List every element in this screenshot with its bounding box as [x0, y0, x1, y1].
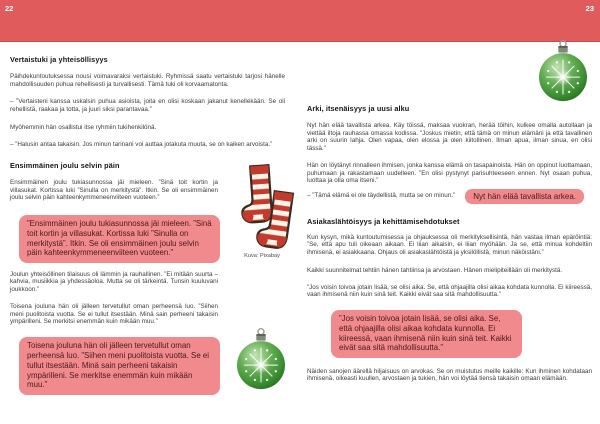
christmas-bauble-image-top	[536, 39, 590, 103]
quote-paragraph: – ”Vertaisteni kanssa uskalsin puhua asioista, joita en olisi koskaan jakanut kenellekään. Se oli rehellistä, raakaa ja totta, ja juuri siksi parantavaa.”	[10, 98, 285, 113]
paragraph: Kaikki suunnitelmat tehtiin hänen tahtiinsa ja arvostaen. Hänen mielipiteillään oli merkitystä.	[307, 267, 563, 274]
highlight-pill: Nyt hän elää tavallista arkea.	[465, 189, 584, 204]
paragraph: Päihdekuntoutuksessa nousi voimavaraksi vertaistuki. Ryhmissä saatu vertaistuki tarjosi hänelle mahdollisuuden puhua rehellisesti ja turvallisesti. Tämä tuki oli korvaamatonta.	[10, 73, 285, 88]
page-number-left: 22	[5, 4, 14, 13]
section-heading-vertaistuki: Vertaistuki ja yhteisöllisyys	[10, 55, 108, 64]
paragraph: Joulun yhteisöllinen tilaisuus oli lämmin ja rauhallinen. ”Ei mitään suurta – kahvia, musiikkia ja yhdessäoloa. Mutta se oli tärkeintä. Tunsin kuuluvani joukkoon.”	[10, 270, 218, 293]
bauble-icon	[536, 39, 590, 103]
paragraph: Myöhemmin hän osallistui itse ryhmiin tukihenkilönä.	[10, 124, 157, 131]
section-heading-asiakaslahtoisyys: Asiakaslähtöisyys ja kehittämisehdotukset	[307, 216, 460, 226]
highlight-quote-box: Toisena jouluna hän oli jälleen tervetullut oman perheensä luo. ”Siihen meni puolitoista vuotta. Se ei tullut itsestään. Minä sain perheeni takaisin ympärilleni. Se merkitse enemmän kuin mikään muu.”	[19, 337, 220, 395]
quote-and-highlight-row	[307, 189, 592, 204]
header-bar	[0, 0, 600, 42]
image-caption: Kuva: Pixabay	[244, 253, 280, 259]
paragraph: Ensimmäinen joulu tukiasunnossa jäi mieleen. ”Sinä toit kortin ja villasukat. Kortissa luki ”Sinulla on merkitystä”. Itkin. Se oli ensimmäinen joulu selvin päin kahteenkymmeneenviiteen vuoteen.”	[10, 179, 218, 201]
quote-paragraph: – ”Tämä elämä ei ole täydellistä, mutta se on minun.”	[307, 192, 456, 200]
christmas-bauble-image-bottom	[234, 327, 288, 391]
paragraph: Hän on löytänyt rinnalleen ihmisen, jonka kanssa elämä on tasapainoista. Hän on oppinut luottamaan, puhumaan ja rakastamaan uudelleen. ”En olisi pystynyt parisuhteeseen ennen. Nyt osaan puhua, luottaa ja olla oma itseni.”	[307, 162, 592, 184]
paragraph: Näiden sanojen äärellä hiljaisuus on arvokas. Se on muistutus meille kaikille: Kun ihminen kohdataan ihmisenä, oikeasti kuullen, arvostaen ja tukien, hän voi löytää tiensä takaisin omaan elämään.	[307, 367, 592, 383]
bauble-icon	[234, 327, 288, 391]
highlight-quote-box: ”Ensimmäinen joulu tukiasunnossa jäi mieleen. ”Sinä toit kortin ja villasukat. Kortissa luki ”Sinulla on merkitystä”. Itkin. Se oli ensimmäinen joulu selvin päin kahteenkymmeneenviiteen vuoteen.”	[19, 215, 220, 263]
page-number-right: 23	[585, 4, 594, 13]
paragraph: Kun kysyn, mikä kuntoutumisessa ja ohjauksessa oli merkityksellisintä, hän vastaa ilman epäröintiä: ”Se, että apu tuli oikeaan aikaan. Ei liian aikaisin, ei liian myöhään. Ja se, että minua kohdeltiin ihmisenä, ei asiakkaana. Ohjaus oli asiakaslähtöistä ja yksilöllistä, minun näköistäni.”	[307, 233, 592, 256]
section-heading-ensimmainen-joulu: Ensimmäinen joulu selvin päin	[10, 161, 120, 170]
paragraph: Nyt hän elää tavallista arkea. Käy töissä, maksaa vuokran, herää töihin, kulkee omalla autollaan ja viettää iltoja rauhassa omassa kodissa. ”Joskus mietin, että tämä on minun elämäni ja että tavallinen arki on suurin lahja. Olen vapaa, olen elossa ja olen kiitollinen. Ilman apua, ilman sinua, en olisi tässä.”	[307, 122, 592, 152]
quote-paragraph: – ”Halusin antaa takaisin. Jos minun tarinani voi auttaa jotakuta muuta, se on kaiken arvoista.”	[10, 140, 273, 148]
highlight-quote-box: ”Jos voisin toivoa jotain lisää, se olisi aika. Se, että ohjaajilla olisi aikaa kohdata kunnolla. Ei kiireessä, vaan ihmisenä niin kuin sinä teit. Kaikki eivät saa sitä mahdollisuutta.”	[331, 310, 522, 358]
wool-socks-figure	[227, 163, 297, 259]
quote-paragraph: ”Jos voisin toivoa jotain lisää, se olisi aika. Se, että ohjaajilla olisi aikaa kohdata kunnolla. Ei kiireessä, vaan ihmisenä niin kuin sinä teit. Kaikki eivät saa sitä mahdollisuutta.”	[307, 283, 592, 298]
section-heading-arki: Arki, itsenäisyys ja uusi alku	[307, 104, 410, 113]
socks-icon	[229, 163, 295, 251]
paragraph: Toisena jouluna hän oli jälleen tervetullut oman perheensä luo. ”Siihen meni puolitoista vuotta. Se ei tullut itsestään. Minä sain perheeni takaisin ympärilleni. Se merkitsi enemmän kuin mikään muu.”	[10, 303, 218, 326]
